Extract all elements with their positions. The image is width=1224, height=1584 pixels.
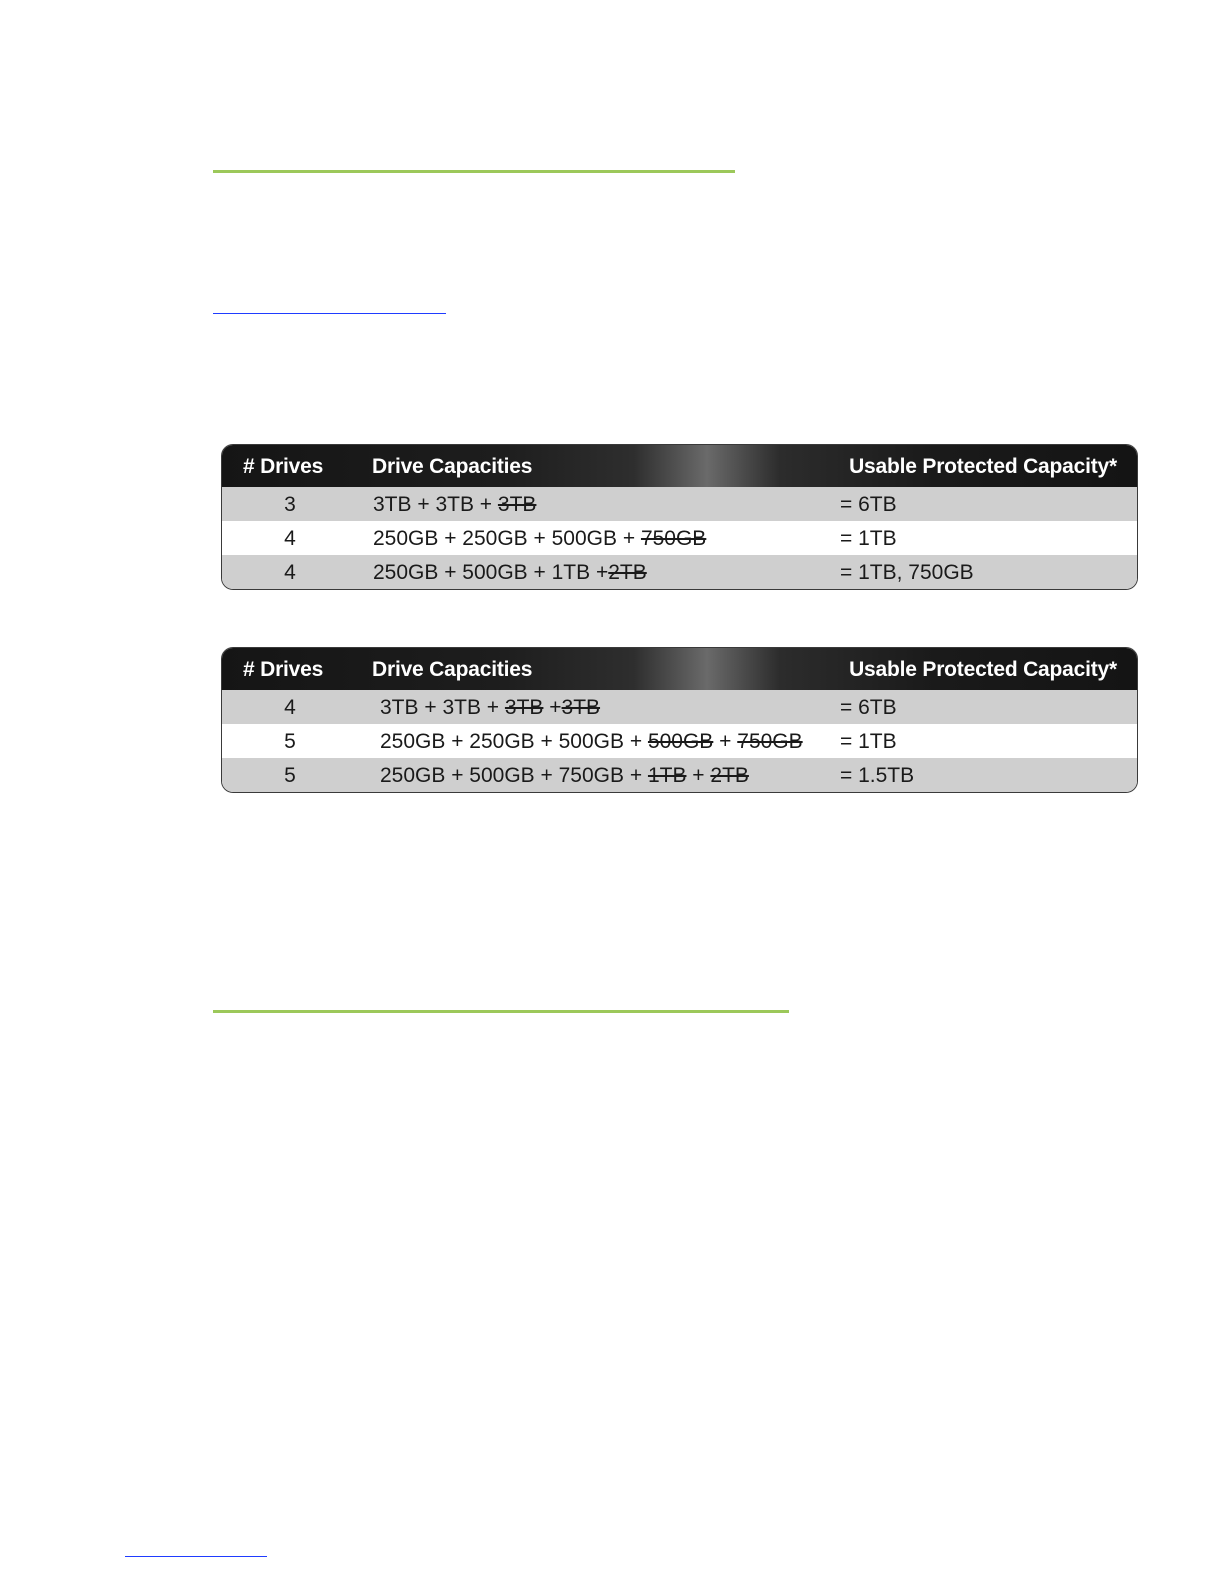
raid-capacity-table-1: [221, 444, 1138, 590]
table-row: [222, 724, 1137, 758]
table-header: [222, 648, 1137, 690]
capacity-counted: 250GB + 500GB + 750GB +: [380, 764, 648, 787]
capacity-unused: 1TB: [647, 764, 687, 787]
capacity-separator: +: [713, 730, 738, 753]
table-row: [222, 690, 1137, 724]
capacity-counted: 250GB + 250GB + 500GB +: [380, 730, 648, 753]
capacity-unused: 750GB: [737, 730, 803, 753]
table-row: [222, 521, 1137, 555]
capacity-unused: 2TB: [608, 561, 647, 584]
capacity-separator: +: [686, 764, 711, 787]
usable-capacity: = 1.5TB: [840, 764, 915, 787]
drive-count: 5: [284, 764, 296, 787]
drive-count: 4: [284, 561, 296, 584]
drive-count: 3: [284, 493, 296, 516]
usable-capacity: = 6TB: [840, 696, 897, 719]
capacity-counted: 3TB + 3TB +: [380, 696, 505, 719]
capacity-counted: 3TB + 3TB +: [373, 493, 498, 516]
capacity-unused: 3TB: [561, 696, 601, 719]
capacity-unused: 3TB: [504, 696, 544, 719]
section-divider-top: [213, 170, 735, 173]
drive-capacities: [380, 696, 600, 720]
drive-capacities: [380, 730, 803, 754]
usable-capacity: = 1TB, 750GB: [840, 561, 974, 584]
drive-capacities: [373, 527, 706, 551]
drive-capacities: [373, 561, 647, 585]
drive-count: 4: [284, 527, 296, 550]
capacity-unused: 750GB: [640, 527, 707, 550]
raid-capacity-table-2: [221, 647, 1138, 793]
capacity-separator: +: [543, 696, 562, 719]
drive-count: 5: [284, 730, 296, 753]
header-drive-capacities: Drive Capacities: [372, 455, 533, 478]
header-usable-protected-capacity: Usable Protected Capacity*: [849, 658, 1117, 681]
table-row: [222, 758, 1137, 792]
usable-capacity: = 1TB: [840, 527, 897, 550]
drive-capacities: [373, 493, 536, 517]
header-drives: # Drives: [243, 658, 324, 681]
usable-capacity: = 6TB: [840, 493, 897, 516]
header-drive-capacities: Drive Capacities: [372, 658, 533, 681]
header-drives: # Drives: [243, 455, 324, 478]
capacity-unused: 2TB: [710, 764, 749, 787]
drive-count: 4: [284, 696, 296, 719]
header-usable-protected-capacity: Usable Protected Capacity*: [849, 455, 1117, 478]
link-underline[interactable]: [213, 313, 446, 314]
capacity-counted: 250GB + 250GB + 500GB +: [373, 527, 641, 550]
table-header: [222, 445, 1137, 487]
table-row: [222, 555, 1137, 589]
capacity-counted: 250GB + 500GB + 1TB +: [373, 561, 609, 584]
drive-capacities: [380, 764, 749, 788]
capacity-unused: 500GB: [647, 730, 714, 753]
usable-capacity: = 1TB: [840, 730, 897, 753]
section-divider-bottom: [213, 1010, 789, 1013]
footnote-link-underline[interactable]: [125, 1556, 267, 1557]
capacity-unused: 3TB: [497, 493, 537, 516]
table-row: [222, 487, 1137, 521]
